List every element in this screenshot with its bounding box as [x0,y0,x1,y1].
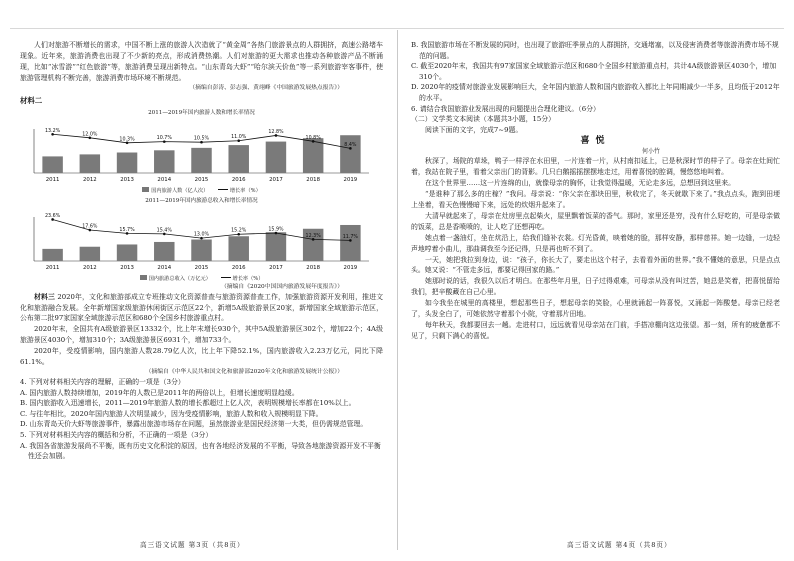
chart2-bar-2013 [117,244,137,261]
chart1-bar-2014 [154,150,174,173]
chart2-tick-label-2011: 2011 [45,264,60,271]
story-paragraph: 在这个世界里……这一片连绵的山，就像母亲的胸怀，让我觉得温暖，无论走多远，总想回到这里来。 [425,179,736,188]
chart1-bar-2012 [80,154,100,173]
chart2-tick-label-2016: 2016 [231,264,246,271]
chart2-bar-2016 [228,236,248,261]
chart1-line-legend-swatch [218,189,228,190]
question-5-option-d: D. 2020年的疫情对旅游业发展影响巨大，全年国内旅游人数和国内旅游收入都比上年同期减少一半多，且均低于2012年的水平。 [411,83,780,102]
chart2-svg [20,205,383,271]
chart-source: （摘编自《2020中国国内旅游发展年度报告》） [221,283,343,290]
story-paragraph: 她那时说的话，我很久以后才明白。在那些年月里，日子过得艰难，可母亲从没有叫过苦，她总是笑着，把喜悦留给我们，把辛酸藏在自己心里。 [411,277,780,297]
story-title: 喜悦 [580,136,611,147]
chart1-bar-2015 [191,147,211,172]
question-4-option-c: C. 与往年相比，2020年国内旅游人次明显减少，因为受疫情影响，旅游人数和收入规模明显下降。 [20,409,323,418]
chart2-tick-label-2019: 2019 [343,264,358,271]
chart1-growth-label-2013: 10.3% [119,136,135,142]
chart2-tick-label-2017: 2017 [269,264,283,271]
chart2-bar-2019 [340,225,360,261]
right-page-footer: 高三语文试题 第4页（共8页） [567,541,672,549]
chart1-bar-2017 [266,141,286,172]
story-paragraph: 她点着一盏油灯，坐在炕沿上，给我们缝补衣裳。灯光昏黄，映着她的脸，那样安静，那样慈祥。她一边缝，一边轻声地哼着小曲儿，那曲调我至今还记得，只是再也听不到了。 [411,233,780,253]
material3-source: （摘编自《中华人民共和国文化和旅游部2020年文化和旅游发展统计公报》） [145,368,343,375]
story-paragraph: 一天，她把我拉到身边，说：“孩子，你长大了，要走出这个村子，去看看外面的世界。”我不懂她的意思，只是点点头。她又说：“不管走多远，都要记得回家的路。” [411,255,780,275]
intro-source: （摘编自彭涛、彭志强、黄翊峰《中国旅游发展热点报告》） [189,84,343,91]
material3-p3: 2020年，受疫情影响，国内旅游人数28.79亿人次，比上年下降52.1%，国内旅游收入2.23万亿元，同比下降61.1%。 [20,347,383,367]
chart1-title: 2011—2019年国内旅游人数和增长率情况 [148,109,255,116]
chart1-tick-label-2011: 2011 [45,176,60,183]
question-5-stem: 5. 下列对材料相关内容的概括和分析，不正确的一项是（3分） [20,430,213,439]
chart1-bar-2013 [117,152,137,172]
question-4-option-d: D. 山东青岛天价大虾等旅游事件，暴露出旅游市场存在问题，虽然旅游业是国民经济第一大类，但仍需规范管理。 [20,420,368,429]
chart2-bar-legend: 国内旅游总收入（万亿元） [148,275,211,282]
chart2-line-legend: 增长率（%） [232,275,264,282]
chart2-title: 2011—2019年国内旅游总收入和增长率情况 [145,197,258,204]
chart2-growth-label-2017: 15.9% [268,227,284,233]
chart1-tick-label-2012: 2012 [82,176,97,183]
chart2-legend [20,275,383,283]
material3-p1: 2020年，文化和旅游部成立专班推动文化资源普查与旅游资源普查工作，加强旅游资源开发利用，推进文化和旅游融合发展。全年新增国家级旅游休闲街区示范区22个，新增5A级旅游景区20家，新增国家全域旅游示范区，公布第二批97家国家全域旅游示范区和680个全国乡村旅游重点村。 [20,292,383,323]
story-author: 何小竹 [641,148,660,156]
chart1-tick-label-2019: 2019 [343,176,358,183]
chart1-svg [20,117,383,183]
material3-label: 材料三 [34,292,56,301]
chart1-growth-label-2012: 12.0% [82,131,98,137]
question-4-option-b: B. 国内旅游收入迅速增长，2011—2019年旅游人数的增长都超过上亿人次，表明规模增长率都在10%以上。 [20,399,356,408]
chart1-legend [20,187,383,195]
chart2-tick-label-2012: 2012 [82,264,97,271]
chart2-growth-label-2019: 11.7% [342,234,359,240]
intro-paragraph: 人们对旅游不断增长的需求，中国不断上涨的旅游人次造就了“黄金周”各热门旅游景点的人群拥挤，高速公路堵车现象。近年来，旅游消费也出现了不少新的亮点，形成消费热潮。人们对旅游的更大需求也推动各种旅游产品不断涌现，比如“冰雪游”“红色旅游”等，旅游消费呈现出新特点。“山东青岛大虾”“哈尔滨天价鱼”等一系列旅游宰客事件，使旅游管理机构不断完善，旅游消费市场环境不断规范。 [20,41,383,82]
question-5-option-a: A. 我国各省旅游发展尚不平衡，既有历史文化积淀的原因，也有各地经济发展的不平衡，导致各地旅游资源开发不平衡性还会加剧。 [20,441,381,461]
chart1-tick-label-2017: 2017 [269,176,283,183]
question-4-stem: 4. 下列对材料相关内容的理解，正确的一项是（3分） [20,377,185,386]
chart1-tick-label-2015: 2015 [194,176,209,183]
chart1-bar-2018 [303,138,323,173]
chart1-tick-label-2013: 2013 [120,176,134,183]
story-paragraph: 大清早就起来了，母亲在灶房里点起柴火，屋里飘着饭菜的香气。那时，家里还是穷，没有什么好吃的，可是母亲做的饭菜，总是香喷喷的，让人吃了还想再吃。 [411,211,780,231]
chart2-growth-label-2012: 17.6% [82,224,98,230]
story-paragraph: “是谁种了那么多的庄稼？”我问。母亲说：“你父亲在那块田里，秋收完了，冬天就歇下来了。”我点点头，跑到田埂上坐着，看天色慢慢暗下来，远处的炊烟升起来了。 [411,190,780,209]
chart2-growth-label-2011: 23.6% [44,213,61,219]
question-5-option-b: B. 我国旅游市场在不断发展的同时，也出现了旅游旺季景点的人群拥挤，交通堵塞，以及侵害消费者等旅游消费市场不规范的问题。 [411,41,779,60]
chart2-line-legend-swatch [221,277,231,278]
chart1-tick-label-2014: 2014 [157,176,172,183]
chart2-bar-2012 [80,246,100,260]
chart1-growth-label-2011: 13.2% [44,128,61,134]
chart2-bar-2014 [154,242,174,261]
question-5-option-c: C. 截至2020年末，我国共有97家国家全域旅游示范区和680个全国乡村旅游重点村，共计4A级旅游景区4030个，增加310个。 [411,62,777,81]
chart1-bar-2019 [340,135,360,173]
chart1-block [20,109,383,195]
chart2-tick-label-2013: 2013 [120,264,134,271]
chart1-growth-label-2018: 10.8% [305,135,321,141]
chart2-growth-label-2015: 13.0% [193,232,210,238]
section-instruction: 阅读下面的文字，完成7~9题。 [425,125,523,134]
chart2-bar-2017 [266,232,286,261]
chart2-block [20,197,383,283]
right-page [397,0,794,561]
chart1-line-legend: 增长率（%） [229,187,261,194]
chart1-tick-label-2018: 2018 [306,176,321,183]
chart2-growth-label-2014: 15.4% [156,228,172,234]
chart1-growth-label-2019: 8.4% [344,142,357,148]
material3-p2: 2020年末，全国共有A级旅游景区13332个，比上年末增长930个，其中5A级旅游景区302个，增加22个；4A级旅游景区4030个，增加310个；3A级旅游景区6931个，增加733个。 [20,325,383,345]
chart1-growth-label-2016: 11.0% [231,134,247,140]
chart2-growth-label-2018: 12.3% [305,233,321,239]
chart1-growth-label-2015: 10.5% [193,136,210,142]
material3-paragraph [20,292,383,325]
chart2-growth-label-2013: 15.7% [119,227,135,233]
section-heading: （二）文学类文本阅读（本题共3小题，15分） [411,115,556,124]
chart2-tick-label-2018: 2018 [306,264,321,271]
story-paragraph: 每年秋天，我都要回去一趟。走进村口，远远就看见母亲站在门前，手搭凉棚向这边张望。那一刻，所有的疲惫都不见了，只剩下满心的喜悦。 [411,320,780,340]
chart2-tick-label-2014: 2014 [157,264,172,271]
chart2-bar-2015 [191,239,211,260]
chart2-tick-label-2015: 2015 [194,264,209,271]
chart1-growth-label-2017: 12.8% [268,129,284,135]
story-paragraph: 秋深了，场院的草垛，鸭子一样浮在水田里，一片连着一片，从村南扣延上，已是秋深时节的样子了。母亲在灶间忙着，我站在院子里，看着父亲出门的背影。几只白鹅摇摇摆摆地走过，用着喜悦的腔调，慢悠悠地叫着。 [411,157,780,177]
chart1-bar-2011 [42,156,62,173]
chart2-growth-label-2016: 15.2% [231,228,247,234]
chart1-bar-legend-swatch [142,187,149,192]
chart1-tick-label-2016: 2016 [231,176,246,183]
story-paragraph: 如今我坐在城里的高楼里，想起那些日子，想起母亲的笑脸，心里就涌起一阵喜悦，又涌起一阵酸楚。母亲已经老了，头发全白了，可她依然守着那个小院，守着那片田地。 [411,299,780,319]
chart2-bar-2011 [42,248,62,260]
question-6-stem: 6. 请结合我国旅游业发展出现的问题提出合理化建议。（6分） [411,104,600,113]
chart1-bar-2016 [228,145,248,173]
question-4-option-a: A. 国内旅游人数持续增加，2019年的人数已是2011年的两倍以上，但增长速度明显趋缓。 [20,388,299,397]
left-page-footer: 高三语文试题 第3页（共8页） [140,541,245,549]
chart2-bar-legend-swatch [140,275,147,280]
chart1-bar-legend: 国内旅游人数（亿人次） [151,187,209,194]
chart1-growth-label-2014: 10.7% [156,135,172,141]
material2-label: 材料二 [20,95,43,105]
